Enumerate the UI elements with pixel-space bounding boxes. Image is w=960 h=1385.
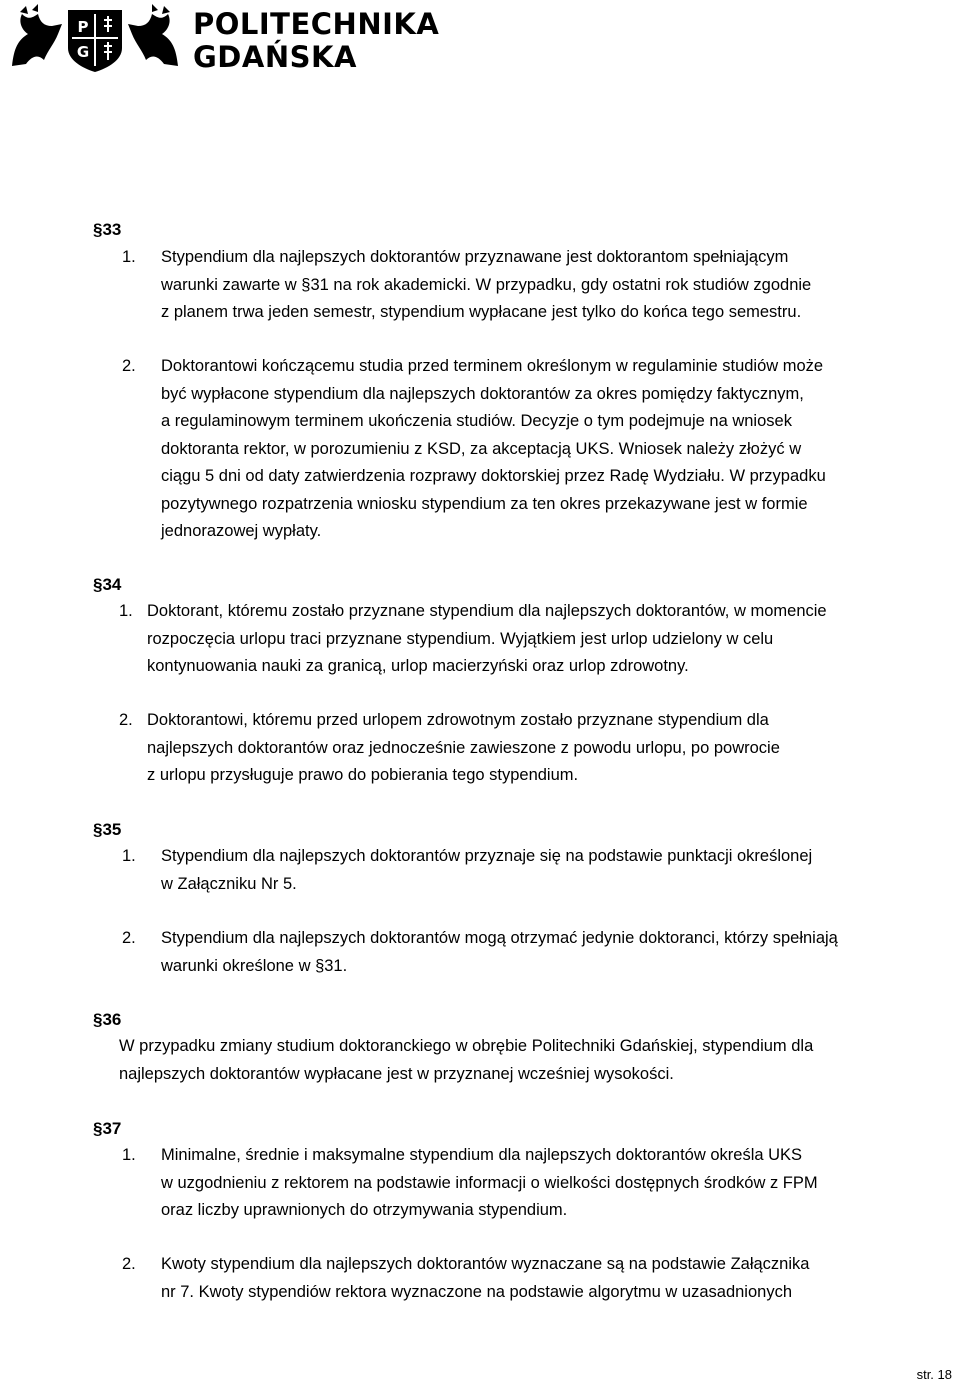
paragraph-number: 2. [122,1255,136,1273]
text-line: Minimalne, średnie i maksymalne stypendium dla najlepszych doktorantów określa UKS [161,1146,803,1164]
paragraph-37-1 [161,1142,818,1225]
paragraph-number: 1. [122,847,136,865]
paragraph-35-2 [161,925,838,980]
text-line: Doktorantowi, któremu przed urlopem zdrowotnym zostało przyznane stypendium dla [147,711,769,729]
paragraph-33-2 [161,353,826,546]
paragraph-number: 2. [122,929,136,947]
text-line: a regulaminowym terminem ukończenia studiów. Decyzje o tym podejmuje na wniosek [161,412,792,430]
text-line: z planem trwa jeden semestr, stypendium wypłacane jest tylko do końca tego semestru. [161,303,802,321]
text-line: W przypadku zmiany studium doktoranckiego w obrębie Politechniki Gdańskiej, stypendium dla [119,1037,814,1055]
text-line: Doktorantowi kończącemu studia przed terminem określonym w regulaminie studiów może [161,357,824,375]
paragraph-number: 1. [122,248,136,266]
text-line: w uzgodnieniu z rektorem na podstawie informacji o wielkości dostępnych środków z FPM [161,1173,818,1192]
paragraph-37-2 [161,1251,809,1306]
paragraph-number: 2. [119,711,133,729]
text-line: z urlopu przysługuje prawo do pobierania tego stypendium. [147,766,579,784]
text-line: warunki zawarte w §31 na rok akademicki. W przypadku, gdy ostatni rok studiów zgodnie [161,275,812,294]
text-line: w Załączniku Nr 5. [161,874,297,893]
text-line: najlepszych doktorantów oraz jednocześnie zawieszone z powodu urlopu, po powrocie [147,738,780,757]
section-heading-35: §35 [93,820,122,839]
text-line: być wypłacone stypendium dla najlepszych doktorantów za okres pomiędzy faktycznym, [161,384,804,403]
paragraph-number: 1. [119,602,133,620]
paragraph-36 [119,1033,813,1088]
paragraph-34-2 [147,707,780,790]
section-heading-37: §37 [93,1119,122,1138]
griffin-emblem-icon [8,4,188,74]
logo-line-1: POLITECHNIKA [193,7,440,41]
text-line: Doktorant, któremu zostało przyznane stypendium dla najlepszych doktorantów, w momencie [147,602,827,620]
paragraph-number: 1. [122,1146,136,1164]
paragraph-35-1 [161,843,812,898]
text-line: nr 7. Kwoty stypendiów rektora wyznaczone na podstawie algorytmu w uzasadnionych [161,1282,792,1301]
text-line: najlepszych doktorantów wypłacane jest w przyznanej wcześniej wysokości. [119,1064,674,1083]
text-line: Stypendium dla najlepszych doktorantów mogą otrzymać jedynie doktoranci, którzy spełniają [161,929,838,947]
paragraph-33-1 [161,244,811,327]
text-line: oraz liczby uprawnionych do otrzymywania stypendium. [161,1201,568,1219]
university-logo [8,4,440,74]
text-line: pozytywnego rozpatrzenia wniosku stypendium za ten okres przekazywane jest w formie [161,494,808,513]
text-line: ciągu 5 dni od daty zatwierdzenia rozprawy doktorskiej przez Radę Wydziału. W przypadku [161,467,826,485]
logo-line-2: GDAŃSKA [193,40,357,74]
logo-wordmark [193,8,439,74]
section-heading-34: §34 [93,575,122,594]
paragraph-number: 2. [122,357,136,375]
text-line: warunki określone w §31. [161,956,348,975]
text-line: Kwoty stypendium dla najlepszych doktorantów wyznaczane są na podstawie Załącznika [161,1255,810,1273]
emblem-letter-p: P [77,18,89,36]
text-line: kontynuowania nauki za granicą, urlop macierzyński oraz urlop zdrowotny. [147,657,689,675]
section-heading-36: §36 [93,1010,122,1029]
text-line: jednorazowej wypłaty. [161,522,322,540]
text-line: doktoranta rektor, w porozumieniu z KSD, za akceptacją UKS. Wniosek należy złożyć w [161,439,802,458]
text-line: Stypendium dla najlepszych doktorantów przyznawane jest doktorantom spełniającym [161,248,789,266]
section-heading-33: §33 [93,220,122,239]
page-number: str. 18 [916,1367,952,1382]
paragraph-34-1 [147,598,827,681]
text-line: Stypendium dla najlepszych doktorantów przyznaje się na podstawie punktacji określonej [161,847,813,865]
text-line: rozpoczęcia urlopu traci przyznane stypendium. Wyjątkiem jest urlop udzielony w celu [147,629,774,648]
emblem-letter-g: G [76,43,90,61]
